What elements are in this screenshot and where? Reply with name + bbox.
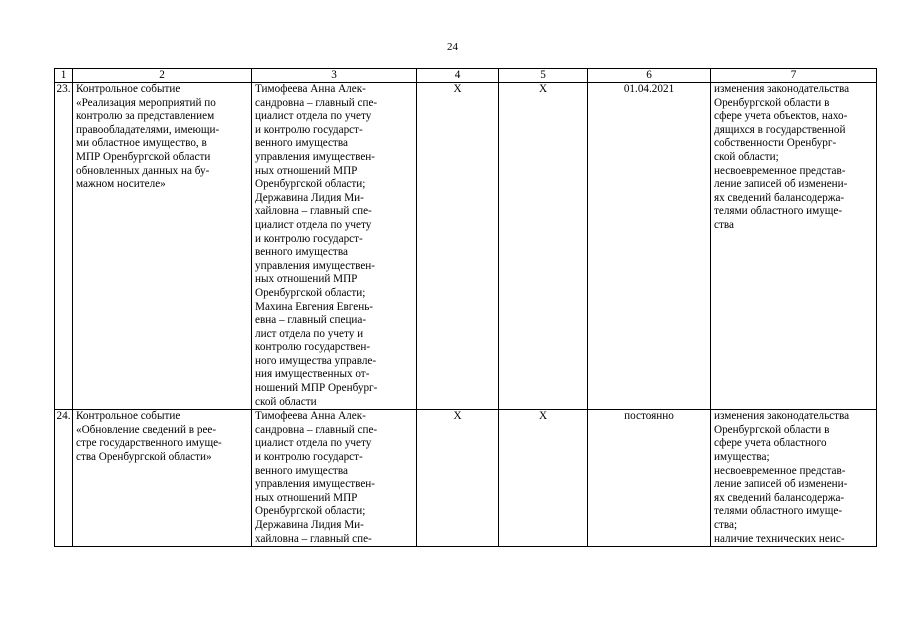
cell-text-line: собственности Оренбург- bbox=[714, 137, 837, 150]
cell-text-line: ление записей об изменени- bbox=[714, 478, 848, 491]
cell-text-line: сфере учета объектов, нахо- bbox=[714, 110, 848, 123]
cell-text-line: мажном носителе» bbox=[76, 178, 166, 191]
cell-text-line: ного имущества управле- bbox=[255, 354, 377, 367]
column-4-cell: X bbox=[417, 83, 499, 410]
cell-text-line: управления имуществен- bbox=[255, 478, 376, 491]
cell-text-line: стре государственного имуще- bbox=[76, 437, 222, 450]
cell-text-line: обновленных данных на бу- bbox=[76, 164, 210, 177]
cell-text-line: Державина Лидия Ми- bbox=[255, 519, 364, 531]
cell-text-line: циалист отдела по учету bbox=[255, 218, 372, 231]
cell-text-line: лист отдела по учету и bbox=[255, 327, 364, 340]
column-4-cell: X bbox=[417, 410, 499, 547]
cell-text-line: сандровна – главный спе- bbox=[255, 423, 378, 436]
cell-text-line: и контролю государст- bbox=[255, 451, 363, 464]
cell-text-line: имущества; bbox=[714, 451, 770, 464]
deadline-cell: 01.04.2021 bbox=[588, 83, 711, 410]
cell-text-line: управления имуществен- bbox=[255, 259, 376, 272]
event-cell bbox=[73, 410, 252, 547]
cell-text-line: Оренбургской области; bbox=[255, 505, 366, 518]
cell-text-line: ства Оренбургской области» bbox=[76, 451, 212, 464]
cell-text-line: Оренбургской области; bbox=[255, 178, 366, 191]
column-5-cell: X bbox=[499, 83, 588, 410]
cell-text-line: дящихся в государственной bbox=[714, 123, 846, 136]
cell-text-line: МПР Оренбургской области bbox=[76, 150, 211, 163]
cell-text-line: несвоевременное представ- bbox=[714, 164, 846, 177]
cell-text-line: венного имущества bbox=[255, 246, 348, 259]
responsible-cell bbox=[252, 83, 417, 410]
cell-text-line: Тимофеева Анна Алек- bbox=[255, 410, 366, 423]
cell-text-line: изменения законодательства bbox=[714, 83, 850, 95]
cell-text-line: ской области bbox=[255, 395, 317, 408]
cell-text-line: ление записей об изменени- bbox=[714, 178, 848, 191]
cell-text-line: ния имущественных от- bbox=[255, 368, 370, 381]
cell-text-line: Тимофеева Анна Алек- bbox=[255, 83, 366, 95]
column-header-4: 4 bbox=[417, 69, 499, 83]
row-number: 23. bbox=[55, 83, 73, 410]
risks-cell bbox=[711, 410, 877, 547]
cell-text-line: ных отношений МПР bbox=[255, 491, 358, 504]
cell-text-line: Контрольное событие bbox=[76, 410, 181, 423]
cell-text-line: ных отношений МПР bbox=[255, 164, 358, 177]
responsible-cell bbox=[252, 410, 417, 547]
cell-text-line: ской области; bbox=[714, 150, 779, 163]
column-header-2: 2 bbox=[73, 69, 252, 83]
cell-text-line: ношений МПР Оренбург- bbox=[255, 382, 378, 395]
cell-text-line: изменения законодательства bbox=[714, 410, 850, 423]
cell-text-line: ства bbox=[714, 218, 734, 231]
table-row bbox=[55, 83, 877, 410]
page-number: 24 bbox=[447, 41, 458, 53]
deadline-cell: постоянно bbox=[588, 410, 711, 547]
cell-text-line: несвоевременное представ- bbox=[714, 464, 846, 477]
cell-text-line: управления имуществен- bbox=[255, 150, 376, 163]
cell-text-line: Оренбургской области в bbox=[714, 423, 830, 436]
cell-text-line: «Обновление сведений в рее- bbox=[76, 423, 217, 436]
table-row bbox=[55, 410, 877, 547]
cell-text-line: телями областного имуще- bbox=[714, 505, 843, 518]
cell-text-line: хайловна – главный спе- bbox=[255, 205, 372, 218]
cell-text-line: телями областного имуще- bbox=[714, 205, 843, 218]
cell-text-line: Контрольное событие bbox=[76, 83, 181, 95]
cell-text-line: Махина Евгения Евгень- bbox=[255, 300, 374, 313]
column-header-1: 1 bbox=[55, 69, 73, 83]
column-5-cell: X bbox=[499, 410, 588, 547]
cell-text-line: сфере учета областного bbox=[714, 437, 827, 450]
cell-text-line: ства; bbox=[714, 519, 738, 531]
cell-text-line: и контролю государст- bbox=[255, 123, 363, 136]
cell-text-line: циалист отдела по учету bbox=[255, 110, 372, 123]
cell-text-line: Оренбургской области в bbox=[714, 96, 830, 109]
cell-text-line: евна – главный специа- bbox=[255, 314, 367, 327]
column-header-5: 5 bbox=[499, 69, 588, 83]
cell-text-line: и контролю государст- bbox=[255, 232, 363, 245]
cell-text-line: хайловна – главный спе- bbox=[255, 532, 372, 545]
cell-text-line: венного имущества bbox=[255, 464, 348, 477]
cell-text-line: ми областное имущество, в bbox=[76, 137, 207, 150]
cell-text-line: Оренбургской области; bbox=[255, 286, 366, 299]
column-number-row bbox=[55, 69, 877, 83]
column-header-3: 3 bbox=[252, 69, 417, 83]
event-cell bbox=[73, 83, 252, 410]
cell-text-line: сандровна – главный спе- bbox=[255, 96, 378, 109]
cell-text-line: наличие технических неис- bbox=[714, 532, 845, 545]
cell-text-line: контролю государствен- bbox=[255, 341, 371, 354]
cell-text-line: ях сведений балансодержа- bbox=[714, 491, 845, 504]
cell-text-line: ях сведений балансодержа- bbox=[714, 191, 845, 204]
column-header-7: 7 bbox=[711, 69, 877, 83]
cell-text-line: ных отношений МПР bbox=[255, 273, 358, 286]
cell-text-line: циалист отдела по учету bbox=[255, 437, 372, 450]
cell-text-line: Державина Лидия Ми- bbox=[255, 191, 364, 204]
column-header-6: 6 bbox=[588, 69, 711, 83]
cell-text-line: правообладателями, имеющи- bbox=[76, 123, 220, 136]
row-number: 24. bbox=[55, 410, 73, 547]
cell-text-line: контролю за представлением bbox=[76, 110, 215, 123]
cell-text-line: «Реализация мероприятий по bbox=[76, 96, 216, 109]
plan-table bbox=[54, 68, 877, 547]
risks-cell bbox=[711, 83, 877, 410]
cell-text-line: венного имущества bbox=[255, 137, 348, 150]
